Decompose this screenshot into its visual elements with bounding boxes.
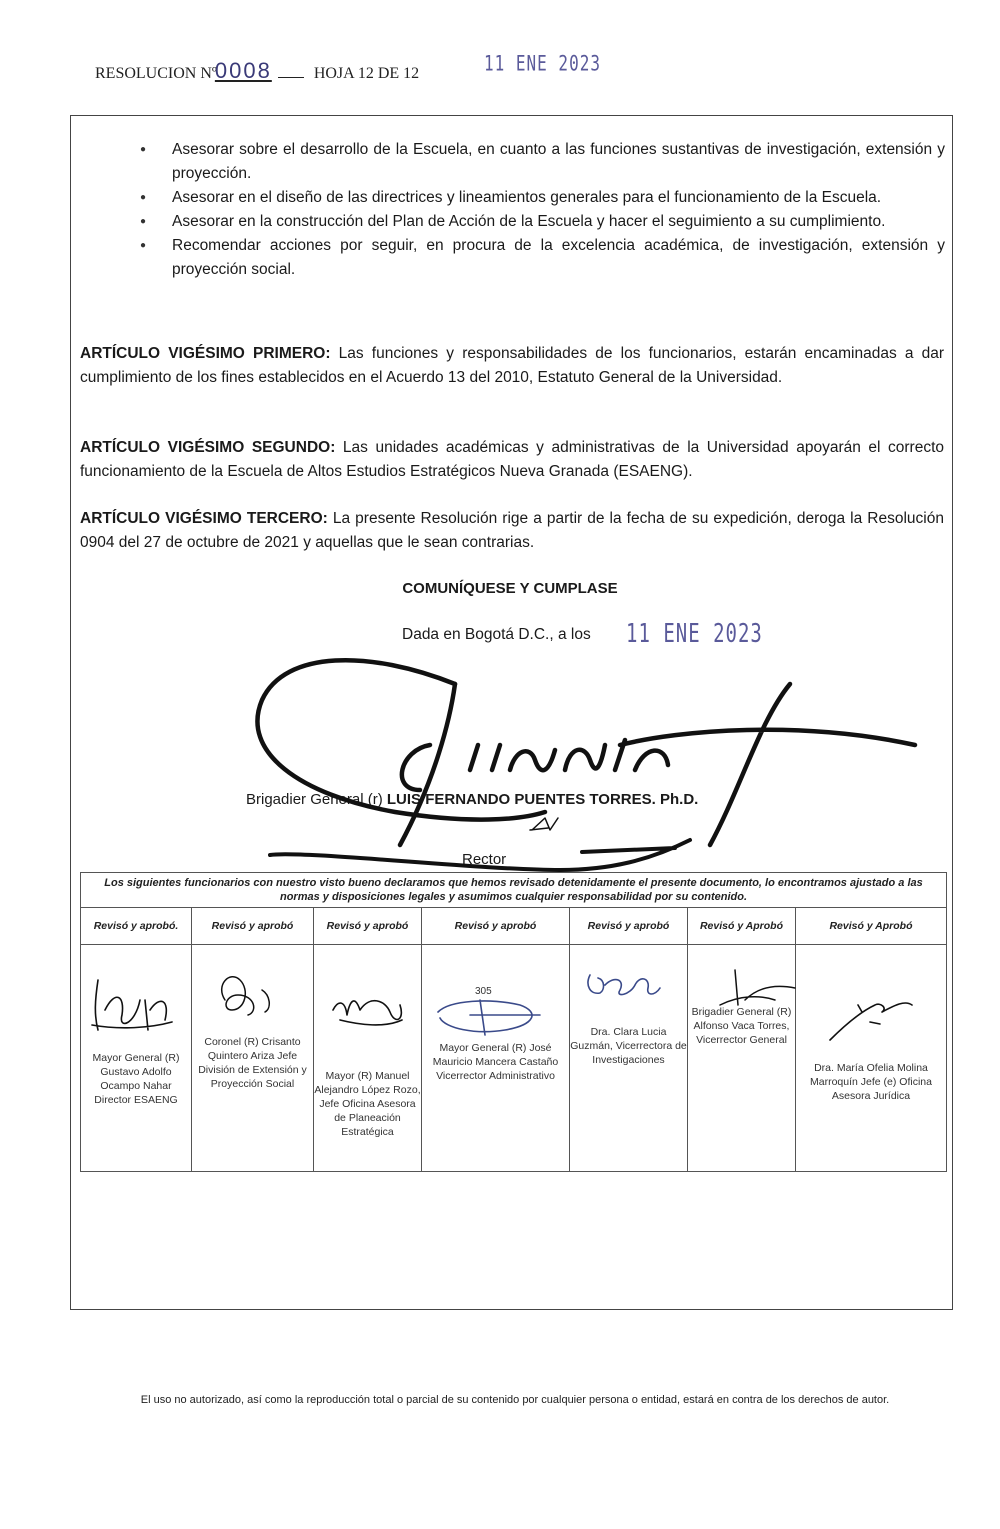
article-title: ARTÍCULO VIGÉSIMO PRIMERO: xyxy=(80,345,331,362)
article-title: ARTÍCULO VIGÉSIMO SEGUNDO: xyxy=(80,439,336,456)
resolucion-label: RESOLUCION Nº xyxy=(95,65,217,82)
header-underline xyxy=(278,77,304,78)
review-cell xyxy=(570,945,688,1172)
closing-title: COMUNÍQUESE Y CUMPLASE xyxy=(402,580,618,597)
article-title: ARTÍCULO VIGÉSIMO TERCERO: xyxy=(80,510,328,527)
review-header: Revisó y aprobó xyxy=(570,908,688,945)
signatory-line xyxy=(246,791,698,808)
reviewer-text: Brigadier General (R) Alfonso Vaca Torres, Vicerrector General xyxy=(691,1006,792,1046)
list-item: ● Asesorar sobre el desarrollo de la Escuela, en cuanto a las funciones sustantivas de investigación, extensión y proyección. xyxy=(140,138,945,186)
review-cell xyxy=(314,945,422,1172)
review-cell xyxy=(688,945,796,1172)
review-header: Revisó y aprobó xyxy=(422,908,570,945)
list-item: ● Recomendar acciones por seguir, en procura de la excelencia académica, de investigación, extensión y proyección social. xyxy=(140,234,945,282)
stamp-number: 305 xyxy=(475,986,492,997)
signatory-name: LUIS FERNANDO PUENTES TORRES. xyxy=(386,791,656,808)
signatory-suffix: Ph.D. xyxy=(659,791,699,808)
review-cell xyxy=(796,945,947,1172)
review-header: Revisó y Aprobó xyxy=(688,908,796,945)
article-text: La presente Resolución rige a partir de la fecha de su expedición, deroga la Resolución 0904 del 27 de octubre de 2021 y aquellas que le sean contrarias. xyxy=(80,510,944,551)
header-date-stamp: 11 ENE 2023 xyxy=(484,50,601,76)
bullet-list xyxy=(140,138,945,282)
reviewer-text: Coronel (R) Crisanto Quintero Ariza Jefe División de Extensión y Proyección Social xyxy=(198,1036,307,1090)
article-text: Las unidades académicas y administrativas de la Universidad apoyarán el correcto funcionamiento de la Escuela de Altos Estudios Estratégicos Nueva Granada (ESAENG). xyxy=(80,439,944,480)
article-text: Las funciones y responsabilidades de los funcionarios, estarán encaminadas a dar cumplimiento de los fines establecidos en el Acuerdo 13 del 2010, Estatuto General de la Universidad. xyxy=(80,345,944,386)
article-21 xyxy=(80,342,944,390)
review-cell xyxy=(192,945,314,1172)
document-header xyxy=(95,58,419,84)
review-header: Revisó y aprobó xyxy=(314,908,422,945)
review-header: Revisó y Aprobó xyxy=(796,908,947,945)
review-header: Revisó y aprobó xyxy=(192,908,314,945)
review-notice: Los siguientes funcionarios con nuestro visto bueno declaramos que hemos revisado detenidamente el presente documento, lo encontramos ajustado a las normas y disposiciones legales y asumimos cualquier responsabilidad por su contenido. xyxy=(81,873,947,908)
reviewer-text: Mayor General (R) José Mauricio Mancera Castaño Vicerrector Administrativo xyxy=(432,1042,559,1082)
review-header: Revisó y aprobó. xyxy=(81,908,192,945)
copyright-footer: El uso no autorizado, así como la reproducción total o parcial de su contenido por cualquier persona o entidad, estará en contra de los derechos de autor. xyxy=(140,1394,890,1406)
signatory-role: Rector xyxy=(462,851,507,868)
review-cell xyxy=(422,945,570,1172)
reviewer-text: Dra. Clara Lucia Guzmán, Vicerrectora de Investigaciones xyxy=(570,1026,687,1066)
reviewer-text: Mayor (R) Manuel Alejandro López Rozo, Jefe Oficina Asesora de Planeación Estratégica xyxy=(314,1070,421,1138)
reviewer-text: Dra. María Ofelia Molina Marroquín Jefe (e) Oficina Asesora Jurídica xyxy=(810,1062,932,1102)
article-22 xyxy=(80,436,944,484)
list-item: ● Asesorar en el diseño de las directrices y lineamientos generales para el funcionamiento de la Escuela. xyxy=(140,186,945,210)
closing-date-stamp: 11 ENE 2023 xyxy=(626,619,763,649)
review-table xyxy=(80,872,947,1172)
review-cell xyxy=(81,945,192,1172)
signatory-rank: Brigadier General (r) xyxy=(246,791,383,808)
issue-place: Dada en Bogotá D.C., a los xyxy=(402,626,591,643)
list-item: ● Asesorar en la construcción del Plan de Acción de la Escuela y hacer el seguimiento a su cumplimiento. xyxy=(140,210,945,234)
resolucion-number: 0008 xyxy=(214,58,272,83)
reviewer-text: Mayor General (R) Gustavo Adolfo Ocampo Nahar Director ESAENG xyxy=(92,1052,180,1106)
article-23 xyxy=(80,507,944,555)
page-counter: HOJA 12 DE 12 xyxy=(313,65,420,82)
